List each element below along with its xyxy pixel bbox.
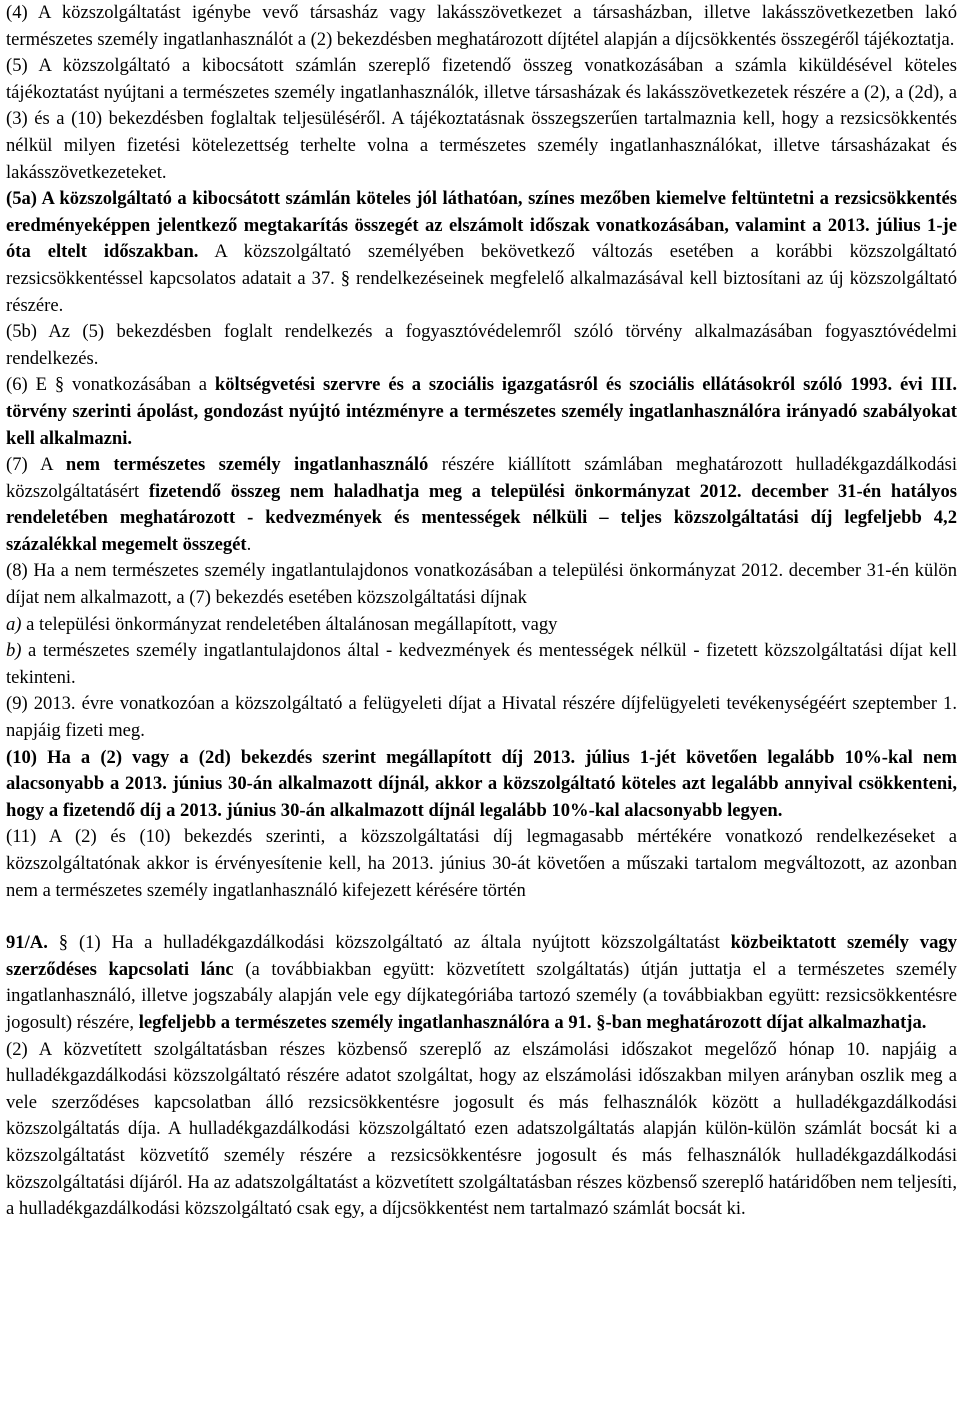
text-span: (9) 2013. évre vonatkozóan a közszolgáltató a felügyeleti díjat a Hivatal részére díjfelügyeleti tevékenységéért szeptember 1. napjáig fizeti meg.: [6, 693, 957, 742]
paragraph-9: [6, 691, 957, 744]
section-91a-paragraph-1: [6, 930, 957, 1036]
bold-text-span: (5a) A közszolgáltató a kibocsátott számlán köteles jól láthatóan, színes mezőben kiemelve feltüntetni a rezsicsökkentés eredményeképpen jelentkező megtakarítás összegét az elszámolt időszak vonatkozásában, valamint a 2013. július 1-je óta eltelt időszakban.: [6, 188, 957, 263]
paragraph-8-point-a: [6, 612, 957, 639]
text-span: (a továbbiakban együtt: közvetített szolgáltatás) útján juttatja el a természetes személy ingatlanhasználó, illetve jogszabály alapján vele egy díjkategóriába tartozó személy (a továbbiakban együtt: rezsicsökkentésre jogosult) részére,: [6, 958, 957, 1033]
text-span: (7) A: [6, 454, 66, 476]
paragraph-8: [6, 558, 957, 611]
bold-text-span: (10) Ha a (2) vagy a (2d) bekezdés szerint megállapított díj 2013. július 1-jét követően legalább 10%-kal nem alacsonyabb a 2013. június 30-án alkalmazott díjnál, akkor a közszolgáltató köteles azt legalább annyival csökkenteni, hogy a fizetendő díj a 2013. június 30-án alkalmazott díjnál legalább 10%-kal alacsonyabb legyen.: [6, 746, 957, 821]
paragraph-5: [6, 53, 957, 186]
paragraph-6: [6, 372, 957, 452]
bold-text-span: 91/A.: [6, 932, 48, 954]
text-span: (6) E § vonatkozásában a: [6, 374, 215, 396]
bold-text-span: fizetendő összeg nem haladhatja meg a települési önkormányzat 2012. december 31-én hatályos rendeletében meghatározott - kedvezmények és mentességek nélküli – teljes közszolgáltatási díj legfeljebb 4,2 százalékkal megemelt összegét: [6, 480, 957, 555]
text-span: (5) A közszolgáltató a kibocsátott számlán szereplő fizetendő összeg vonatkozásában a számla kiküldésével köteles tájékoztatást nyújtani a természetes személy ingatlanhasználók, illetve társasházak és lakásszövetkezetek részére a (2), a (2d), a (3) és a (10) bekezdésben foglaltak teljesüléséről. A tájékoztatásnak összegszerűen tartalmaznia kell, hogy a rezsicsökkentés nélkül milyen fizetési kötelezettség terhelte volna a természetes személy ingatlanhasználókat, illetve társasházakat és lakásszövetkezeteket.: [6, 55, 957, 183]
paragraph-5a: [6, 186, 957, 319]
text-span: (11) A (2) és (10) bekezdés szerinti, a közszolgáltatási díj legmagasabb mértékére vonatkozó rendelkezéseket a közszolgáltatónak akkor is érvényesítenie kell, ha 2013. június 30-át követően a műszaki tartalom megváltozott, az azonban nem a természetes személy ingatlanhasználó kifejezett kérésére történ: [6, 826, 957, 901]
text-span: (5b) Az (5) bekezdésben foglalt rendelkezés a fogyasztóvédelemről szóló törvény alkalmazásában fogyasztóvédelmi rendelkezés.: [6, 321, 957, 369]
text-span: § (1) Ha a hulladékgazdálkodási közszolgáltató az általa nyújtott közszolgáltatást: [47, 932, 731, 954]
text-span: A közszolgáltató személyében bekövetkező változás esetében a korábbi közszolgáltató rezsicsökkentéssel kapcsolatos adatait a 37. § rendelkezéseinek megfelelő alkalmazásával kell biztosítani az új közszolgáltató részére.: [6, 241, 957, 316]
bold-text-span: nem természetes személy ingatlanhasználó: [65, 454, 429, 476]
text-span: a települési önkormányzat rendeletében általánosan megállapított, vagy: [21, 613, 558, 635]
paragraph-10: [6, 745, 957, 825]
bold-text-span: legfeljebb a természetes személy ingatlanhasználóra a 91. §-ban meghatározott díjat alkalmazhatja.: [138, 1011, 927, 1033]
paragraph-4: [6, 0, 957, 53]
italic-text-span: a): [6, 613, 22, 635]
text-span: (8) Ha a nem természetes személy ingatlantulajdonos vonatkozásában a települési önkormányzat 2012. december 31-én külön díjat nem alkalmazott, a (7) bekezdés esetében közszolgáltatási díjnak: [6, 560, 957, 609]
paragraph-8-point-b: [6, 638, 957, 691]
text-span: (2) A közvetített szolgáltatásban részes közbenső szereplő az elszámolási időszakot megelőző hónap 10. napjáig a hulladékgazdálkodási közszolgáltató részére adatot szolgáltat, hogy az elszámolási időszakban milyen arányban oszlik meg a vele szerződéses kapcsolatban álló rezsicsökkentésre jogosult és más felhasználók között a hulladékgazdálkodási közszolgáltatás díja. A hulladékgazdálkodási közszolgáltató ezen adatszolgáltatás alapján külön-külön számlát bocsát ki a közszolgáltatást közvetítő személy részére a rezsicsökkentésre jogosult és más felhasználók hulladékgazdálkodási közszolgáltatási díjáról. Ha az adatszolgáltatást a közvetített szolgáltatásban részes közbenső szereplő határidőben nem teljesíti, a hulladékgazdálkodási közszolgáltató csak egy, a díjcsökkentést nem tartalmazó számlát bocsát ki.: [6, 1038, 957, 1220]
text-span: részére kiállított számlában meghatározott hulladékgazdálkodási közszolgáltatásért: [6, 454, 957, 502]
bold-text-span: közbeiktatott személy vagy szerződéses kapcsolati lánc: [6, 932, 957, 980]
italic-text-span: b): [6, 640, 22, 662]
section-91a-paragraph-2: [6, 1037, 957, 1223]
paragraph-5b: [6, 319, 957, 372]
paragraph-7: [6, 452, 957, 558]
text-span: (4) A közszolgáltatást igénybe vevő társasház vagy lakásszövetkezet a társasházban, illetve lakásszövetkezetben lakó természetes személy ingatlanhasználót a (2) bekezdésben meghatározott díjtétel alapján a díjcsökkentés összegéről tájékoztatja.: [6, 2, 957, 50]
bold-text-span: költségvetési szervre és a szociális igazgatásról és szociális ellátásokról szóló 1993. évi III. törvény szerinti ápolást, gondozást nyújtó intézményre a természetes személy ingatlanhasználóra irányadó szabályokat kell alkalmazni.: [6, 374, 957, 449]
paragraph-11: [6, 824, 957, 904]
text-span: .: [246, 533, 252, 555]
text-span: a természetes személy ingatlantulajdonos által - kedvezmények és mentességek nélkül - fizetett közszolgáltatási díjat kell tekinteni.: [6, 640, 957, 688]
